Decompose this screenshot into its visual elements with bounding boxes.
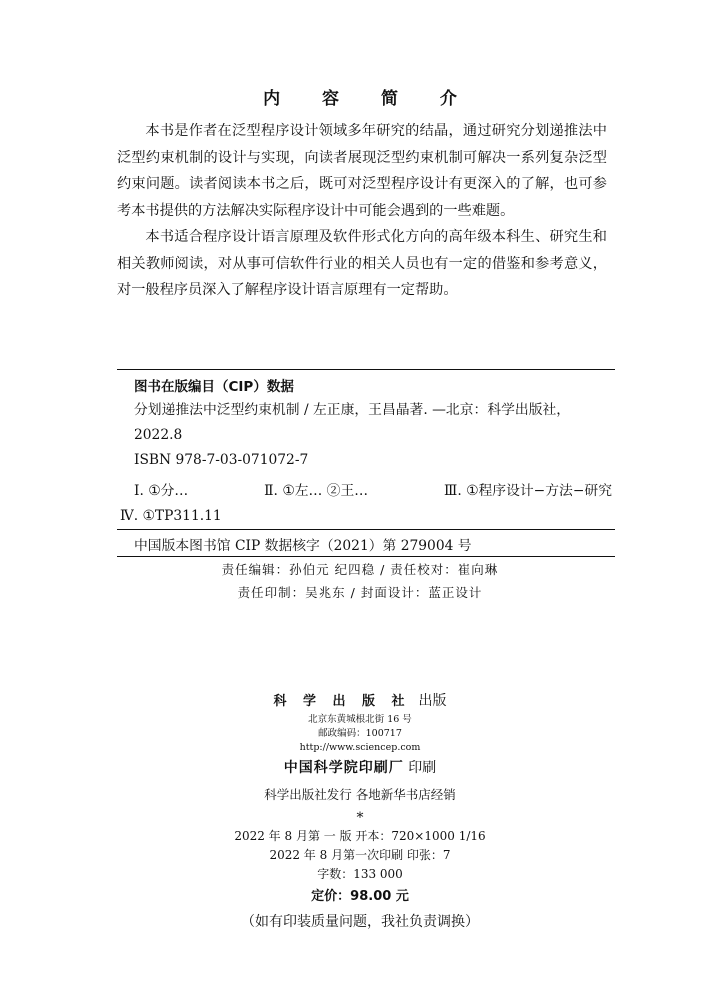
printer-name: 中国科学院印刷厂 — [283, 760, 404, 776]
cip-bibliographic-entry: 分划递推法中泛型约束机制 / 左正康，王昌晶著. —北京：科学出版社，2022.8 — [134, 402, 571, 443]
cip-bottom-rule — [117, 556, 615, 557]
separator-star: * — [356, 810, 364, 826]
summary-paragraph: 本书适合程序设计语言原理及软件形式化方向的高年级本科生、研究生和相关教师阅读，对从事可信软件行业的相关人员也有一定的借鉴和参考意义，对一般程序员深入了解程序设计语言原理有一定帮助。 — [117, 229, 607, 298]
summary-text — [117, 118, 607, 304]
word-count: 字数：133 000 — [317, 867, 403, 881]
publisher-website: http://www.sciencep.com — [299, 742, 421, 753]
publisher-postcode: 邮政编码：100717 — [318, 728, 402, 739]
cip-record — [120, 398, 612, 529]
cip-record-number: 中国版本图书馆 CIP 数据核字（2021）第 279004 号 — [134, 538, 472, 554]
cip-classification: Ⅳ. ①TP311.11 — [120, 508, 222, 524]
summary-heading: 内 容 简 介 — [263, 89, 475, 109]
cip-middle-rule — [117, 529, 615, 530]
publisher-address: 北京东黄城根北街 16 号 — [308, 714, 412, 725]
edition-line: 2022 年 8 月第 一 版 开本：720×1000 1/16 — [234, 829, 486, 843]
printing-line: 2022 年 8 月第一次印刷 印张：7 — [269, 848, 451, 862]
printer-line — [0, 757, 720, 779]
staff-editors: 责任编辑：孙伯元 纪四稳 / 责任校对：崔向琳 — [221, 562, 499, 577]
price: 定价：98.00 元 — [311, 889, 409, 904]
publisher-name: 科 学 出 版 社 — [273, 694, 411, 709]
quality-notice: （如有印装质量问题，我社负责调换） — [241, 914, 479, 930]
publisher-suffix: 出版 — [418, 693, 447, 709]
staff-production: 责任印制：吴兆东 / 封面设计：蓝正设计 — [237, 585, 483, 600]
printer-suffix: 印刷 — [408, 760, 437, 776]
cip-subject-item: Ⅱ. ①左… ②王… — [264, 483, 369, 499]
cip-subject-item: Ⅰ. ①分… — [134, 483, 189, 499]
cip-subjects — [134, 479, 612, 504]
distribution-line: 科学出版社发行 各地新华书店经销 — [264, 787, 456, 802]
cip-top-rule — [117, 369, 615, 370]
publisher-line — [0, 690, 720, 713]
summary-paragraph: 本书是作者在泛型程序设计领域多年研究的结晶，通过研究分划递推法中泛型约束机制的设计与实现，向读者展现泛型约束机制可解决一系列复杂泛型约束问题。读者阅读本书之后，既可对泛型程序设计有更深入的了解，也可参考本书提供的方法解决实际程序设计中可能会遇到的一些难题。 — [117, 123, 607, 219]
cip-isbn: ISBN 978-7-03-071072-7 — [134, 452, 309, 468]
cip-subject-item: Ⅲ. ①程序设计−方法−研究 — [444, 483, 612, 499]
imprint-block — [0, 690, 720, 934]
cip-heading: 图书在版编目（CIP）数据 — [134, 379, 294, 395]
